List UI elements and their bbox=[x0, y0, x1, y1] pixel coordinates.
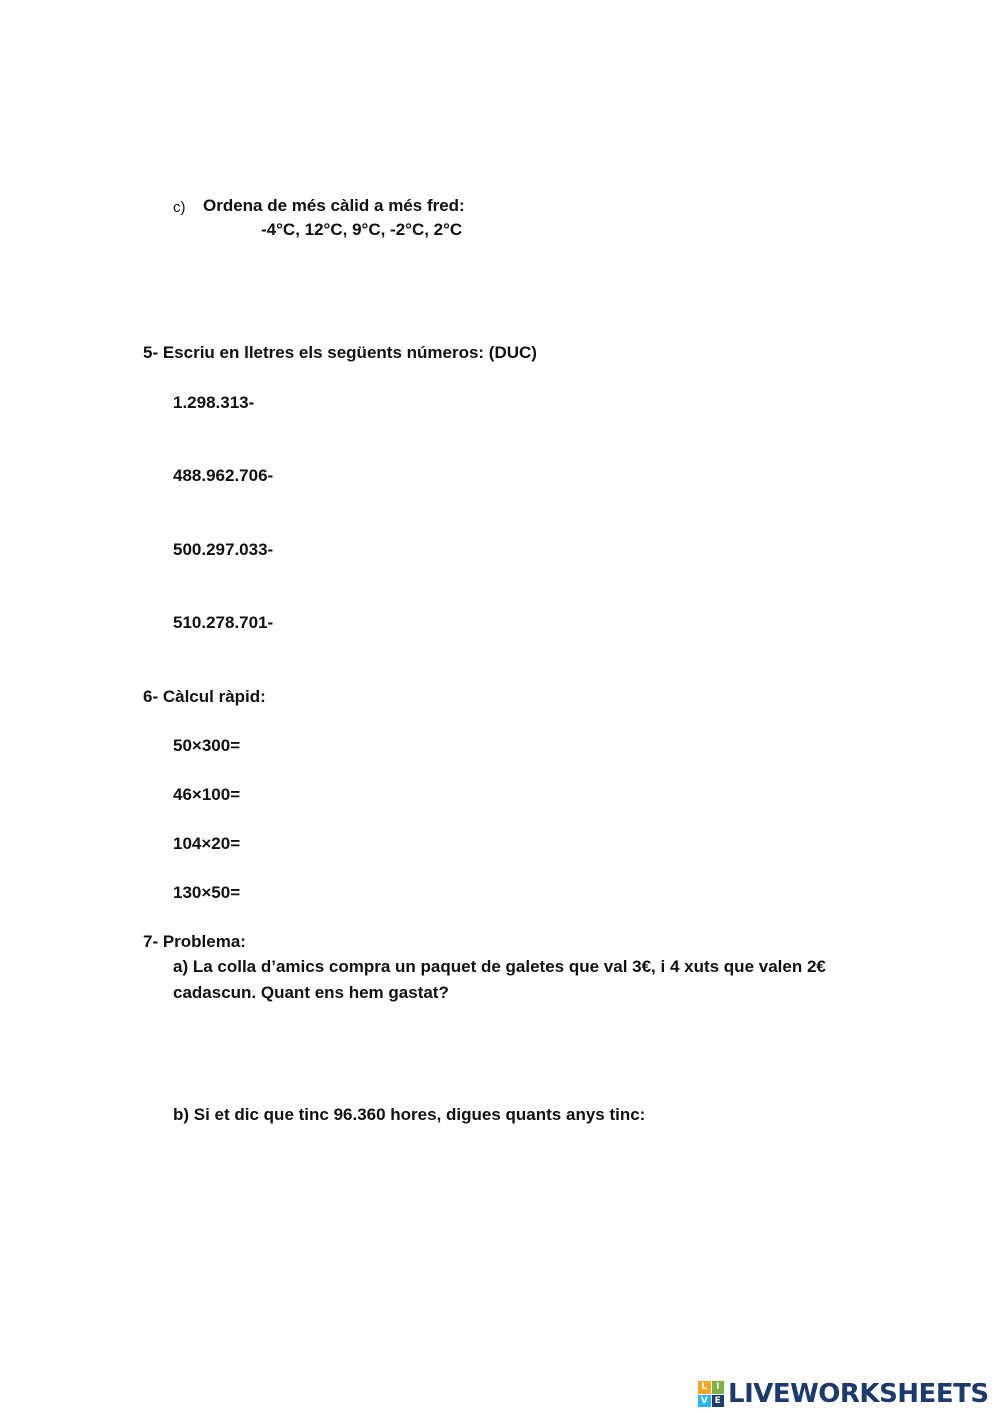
q6-item: 46×100= bbox=[173, 785, 241, 804]
q7-a-line2: cadascun. Quant ens hem gastat? bbox=[173, 983, 449, 1002]
logo-letter: E bbox=[712, 1395, 725, 1408]
part-c-label: c) bbox=[173, 199, 186, 216]
q7-a-line1: a) La colla d’amics compra un paquet de galetes que val 3€, i 4 xuts que valen 2€ bbox=[173, 957, 826, 976]
q6-item: 50×300= bbox=[173, 736, 241, 755]
logo-letter: L bbox=[698, 1381, 711, 1394]
q6-item: 130×50= bbox=[173, 883, 241, 902]
liveworksheets-logo[interactable] bbox=[698, 1377, 989, 1411]
q6-item: 104×20= bbox=[173, 834, 241, 853]
part-c-title: Ordena de més càlid a més fred: bbox=[203, 196, 465, 215]
q7-b: b) Si et dic que tinc 96.360 hores, digues quants anys tinc: bbox=[173, 1105, 646, 1124]
part-c-values: -4°C, 12°C, 9°C, -2°C, 2°C bbox=[261, 220, 463, 239]
q5-item: 510.278.701- bbox=[173, 613, 274, 632]
q5-item: 1.298.313- bbox=[173, 393, 255, 412]
logo-letter: V bbox=[698, 1395, 711, 1408]
q7-title: 7- Problema: bbox=[143, 932, 246, 951]
q5-title: 5- Escriu en lletres els següents números: (DUC) bbox=[143, 343, 537, 362]
q6-title: 6- Càlcul ràpid: bbox=[143, 687, 266, 706]
q5-item: 488.962.706- bbox=[173, 466, 274, 485]
logo-icon bbox=[698, 1381, 724, 1407]
q5-item: 500.297.033- bbox=[173, 540, 274, 559]
logo-letter: I bbox=[712, 1381, 725, 1394]
logo-text: LIVEWORKSHEETS bbox=[728, 1379, 989, 1409]
